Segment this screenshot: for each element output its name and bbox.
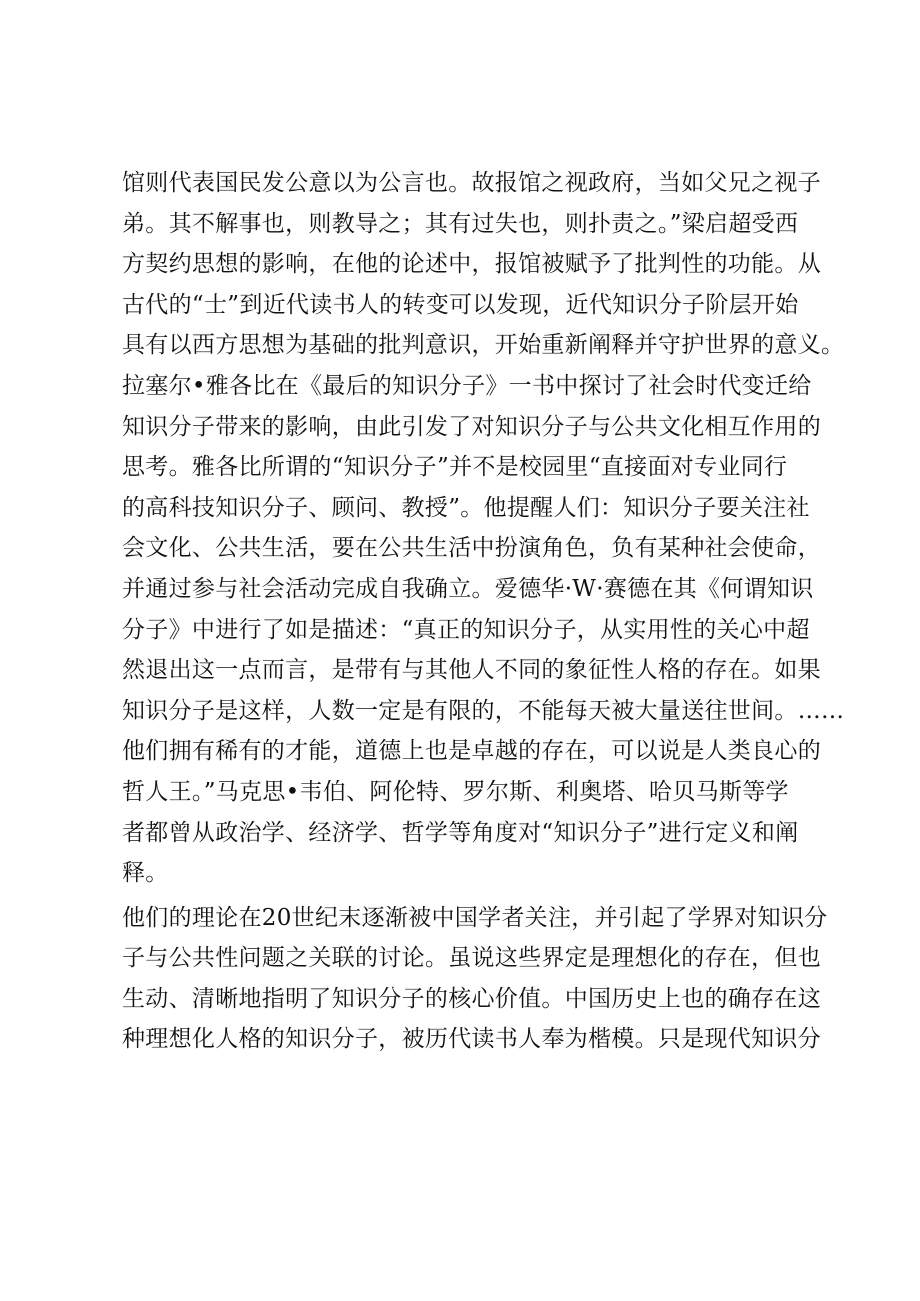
text-line: 弟。其不解事也，则教导之；其有过失也，则扑责之。”梁启超受西 — [122, 210, 799, 237]
text-line: 拉塞尔•雅各比在《最后的知识分子》一书中探讨了社会时代变迁给 — [122, 372, 812, 399]
text-line: 方契约思想的影响，在他的论述中，报馆被赋予了批判性的功能。从 — [122, 251, 821, 278]
text-line: 具有以西方思想为基础的批判意识，开始重新阐释并守护世界的意义。 — [122, 332, 845, 359]
paragraph-2 — [122, 898, 828, 1060]
text-line: 知识分子带来的影响，由此引发了对知识分子与公共文化相互作用的 — [122, 413, 821, 440]
text-line: 者都曾从政治学、经济学、哲学等角度对“知识分子”进行定义和阐 — [122, 819, 799, 846]
text-line: 种理想化人格的知识分子，被历代读书人奉为楷模。只是现代知识分 — [122, 1026, 821, 1053]
text-line: 他们的理论在20世纪末逐渐被中国学者关注，并引起了学界对知识分 — [122, 904, 828, 931]
text-line: 会文化、公共生活，要在公共生活中扮演角色，负有某种社会使命， — [122, 535, 821, 562]
body-text — [122, 163, 845, 1060]
text-line: 然退出这一点而言，是带有与其他人不同的象征性人格的存在。如果 — [122, 657, 821, 684]
text-line: 他们拥有稀有的才能，道德上也是卓越的存在，可以说是人类良心的 — [122, 738, 821, 765]
text-line: 的高科技知识分子、顾问、教授”。他提醒人们：知识分子要关注社 — [122, 494, 810, 521]
paragraph-1 — [122, 163, 845, 894]
text-line: 馆则代表国民发公意以为公言也。故报馆之视政府，当如父兄之视子 — [122, 170, 821, 196]
text-line: 生动、清晰地指明了知识分子的核心价值。中国历史上也的确存在这 — [122, 985, 821, 1012]
text-line: 哲人王。”马克思•韦伯、阿伦特、罗尔斯、利奥塔、哈贝马斯等学 — [122, 778, 789, 805]
text-line: 释。 — [122, 860, 169, 887]
text-line: 并通过参与社会活动完成自我确立。爱德华·W·赛德在其《何谓知识 — [122, 575, 814, 602]
text-line: 古代的“士”到近代读书人的转变可以发现，近代知识分子阶层开始 — [122, 291, 799, 318]
text-line: 知识分子是这样，人数一定是有限的，不能每天被大量送往世间。…… — [122, 697, 845, 724]
text-line: 子与公共性问题之关联的讨论。虽说这些界定是理想化的存在，但也 — [122, 945, 821, 972]
text-line: 思考。雅各比所谓的“知识分子”并不是校园里“直接面对专业同行 — [122, 454, 788, 481]
text-line: 分子》中进行了如是描述：“真正的知识分子，从实用性的关心中超 — [122, 616, 810, 643]
